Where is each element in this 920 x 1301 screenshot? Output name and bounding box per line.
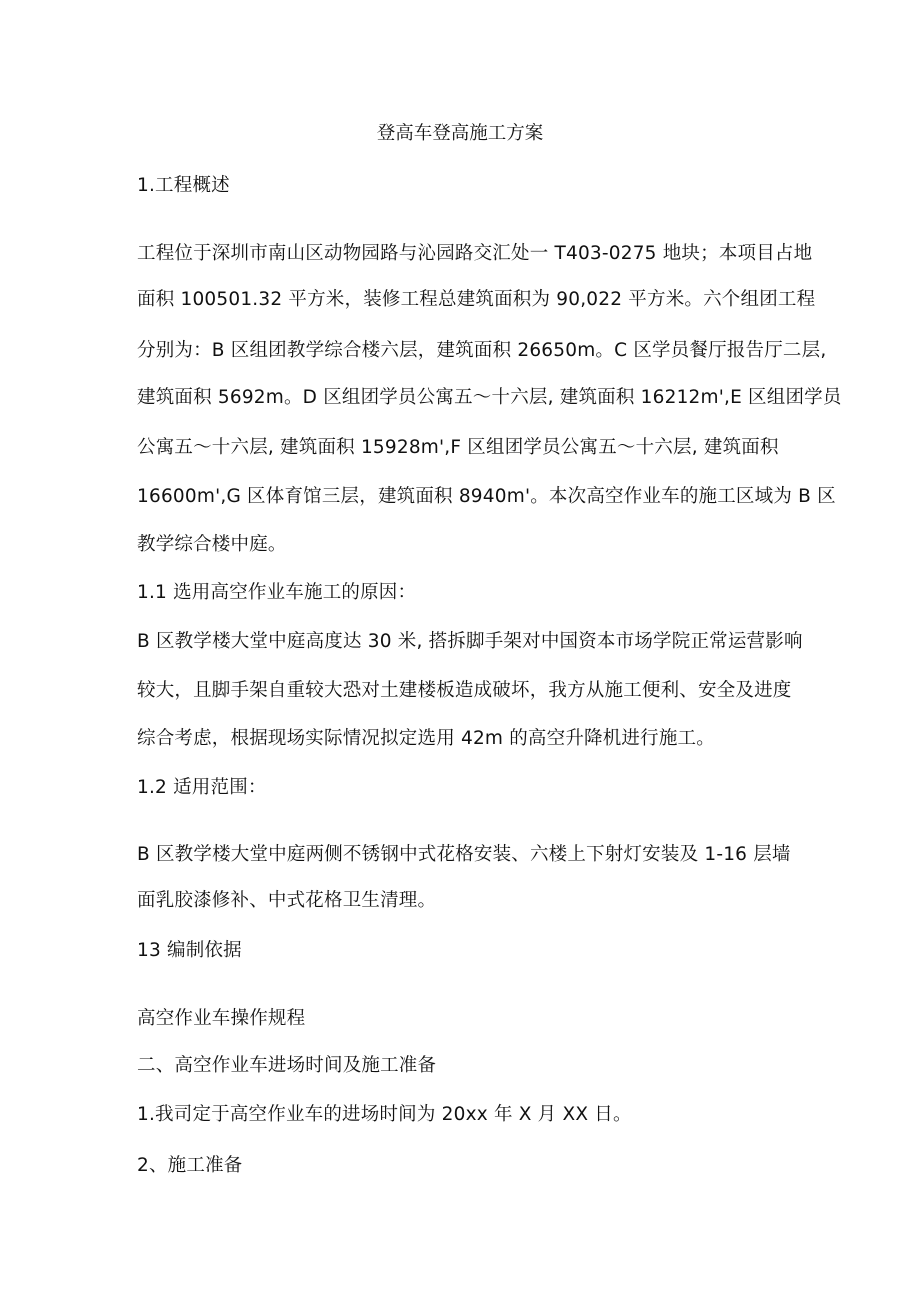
- paragraph-line: 公寓五～十六层, 建筑面积 15928m',F 区组团学员公寓五～十六层, 建筑面积: [137, 437, 779, 458]
- section-heading-scope: 1.2 适用范围：: [137, 777, 267, 798]
- document-title: 登高车登高施工方案: [376, 123, 544, 144]
- paragraph-line: B 区教学楼大堂中庭两侧不锈钢中式花格安装、六楼上下射灯安装及 1-16 层墙: [137, 844, 791, 865]
- entry-time-line: 1.我司定于高空作业车的进场时间为 20xx 年 X 月 XX 日。: [137, 1104, 632, 1125]
- paragraph-line: 较大，且脚手架自重较大恐对土建楼板造成破坏，我方从施工便利、安全及进度: [137, 680, 792, 701]
- paragraph-line: B 区教学楼大堂中庭高度达 30 米, 搭拆脚手架对中国资本市场学院正常运营影响: [137, 631, 803, 652]
- section-heading-overview: 1.工程概述: [137, 175, 230, 196]
- paragraph-line: 面积 100501.32 平方米，装修工程总建筑面积为 90,022 平方米。六个组团工程: [137, 289, 816, 310]
- paragraph-line: 教学综合楼中庭。: [137, 534, 287, 555]
- section-heading-basis: 13 编制依据: [137, 940, 242, 961]
- paragraph-line: 16600m',G 区体育馆三层，建筑面积 8940m'。本次高空作业车的施工区域为 B 区: [137, 486, 836, 507]
- paragraph-line: 综合考虑，根据现场实际情况拟定选用 42m 的高空升降机进行施工。: [137, 728, 715, 749]
- paragraph-line: 建筑面积 5692m。D 区组团学员公寓五～十六层, 建筑面积 16212m',E 区组团学员: [137, 387, 842, 408]
- section-heading-reason: 1.1 选用高空作业车施工的原因：: [137, 582, 417, 603]
- paragraph-line: 面乳胶漆修补、中式花格卫生清理。: [137, 890, 437, 911]
- basis-item: 高空作业车操作规程: [137, 1008, 306, 1029]
- paragraph-line: 分别为：B 区组团教学综合楼六层，建筑面积 26650m。C 区学员餐厅报告厅二层,: [137, 340, 827, 361]
- paragraph-line: 工程位于深圳市南山区动物园路与沁园路交汇处一 T403-0275 地块；本项目占地: [137, 243, 813, 264]
- prep-heading: 2、施工准备: [137, 1155, 243, 1176]
- section-heading-entry-and-prep: 二、高空作业车进场时间及施工准备: [137, 1055, 437, 1076]
